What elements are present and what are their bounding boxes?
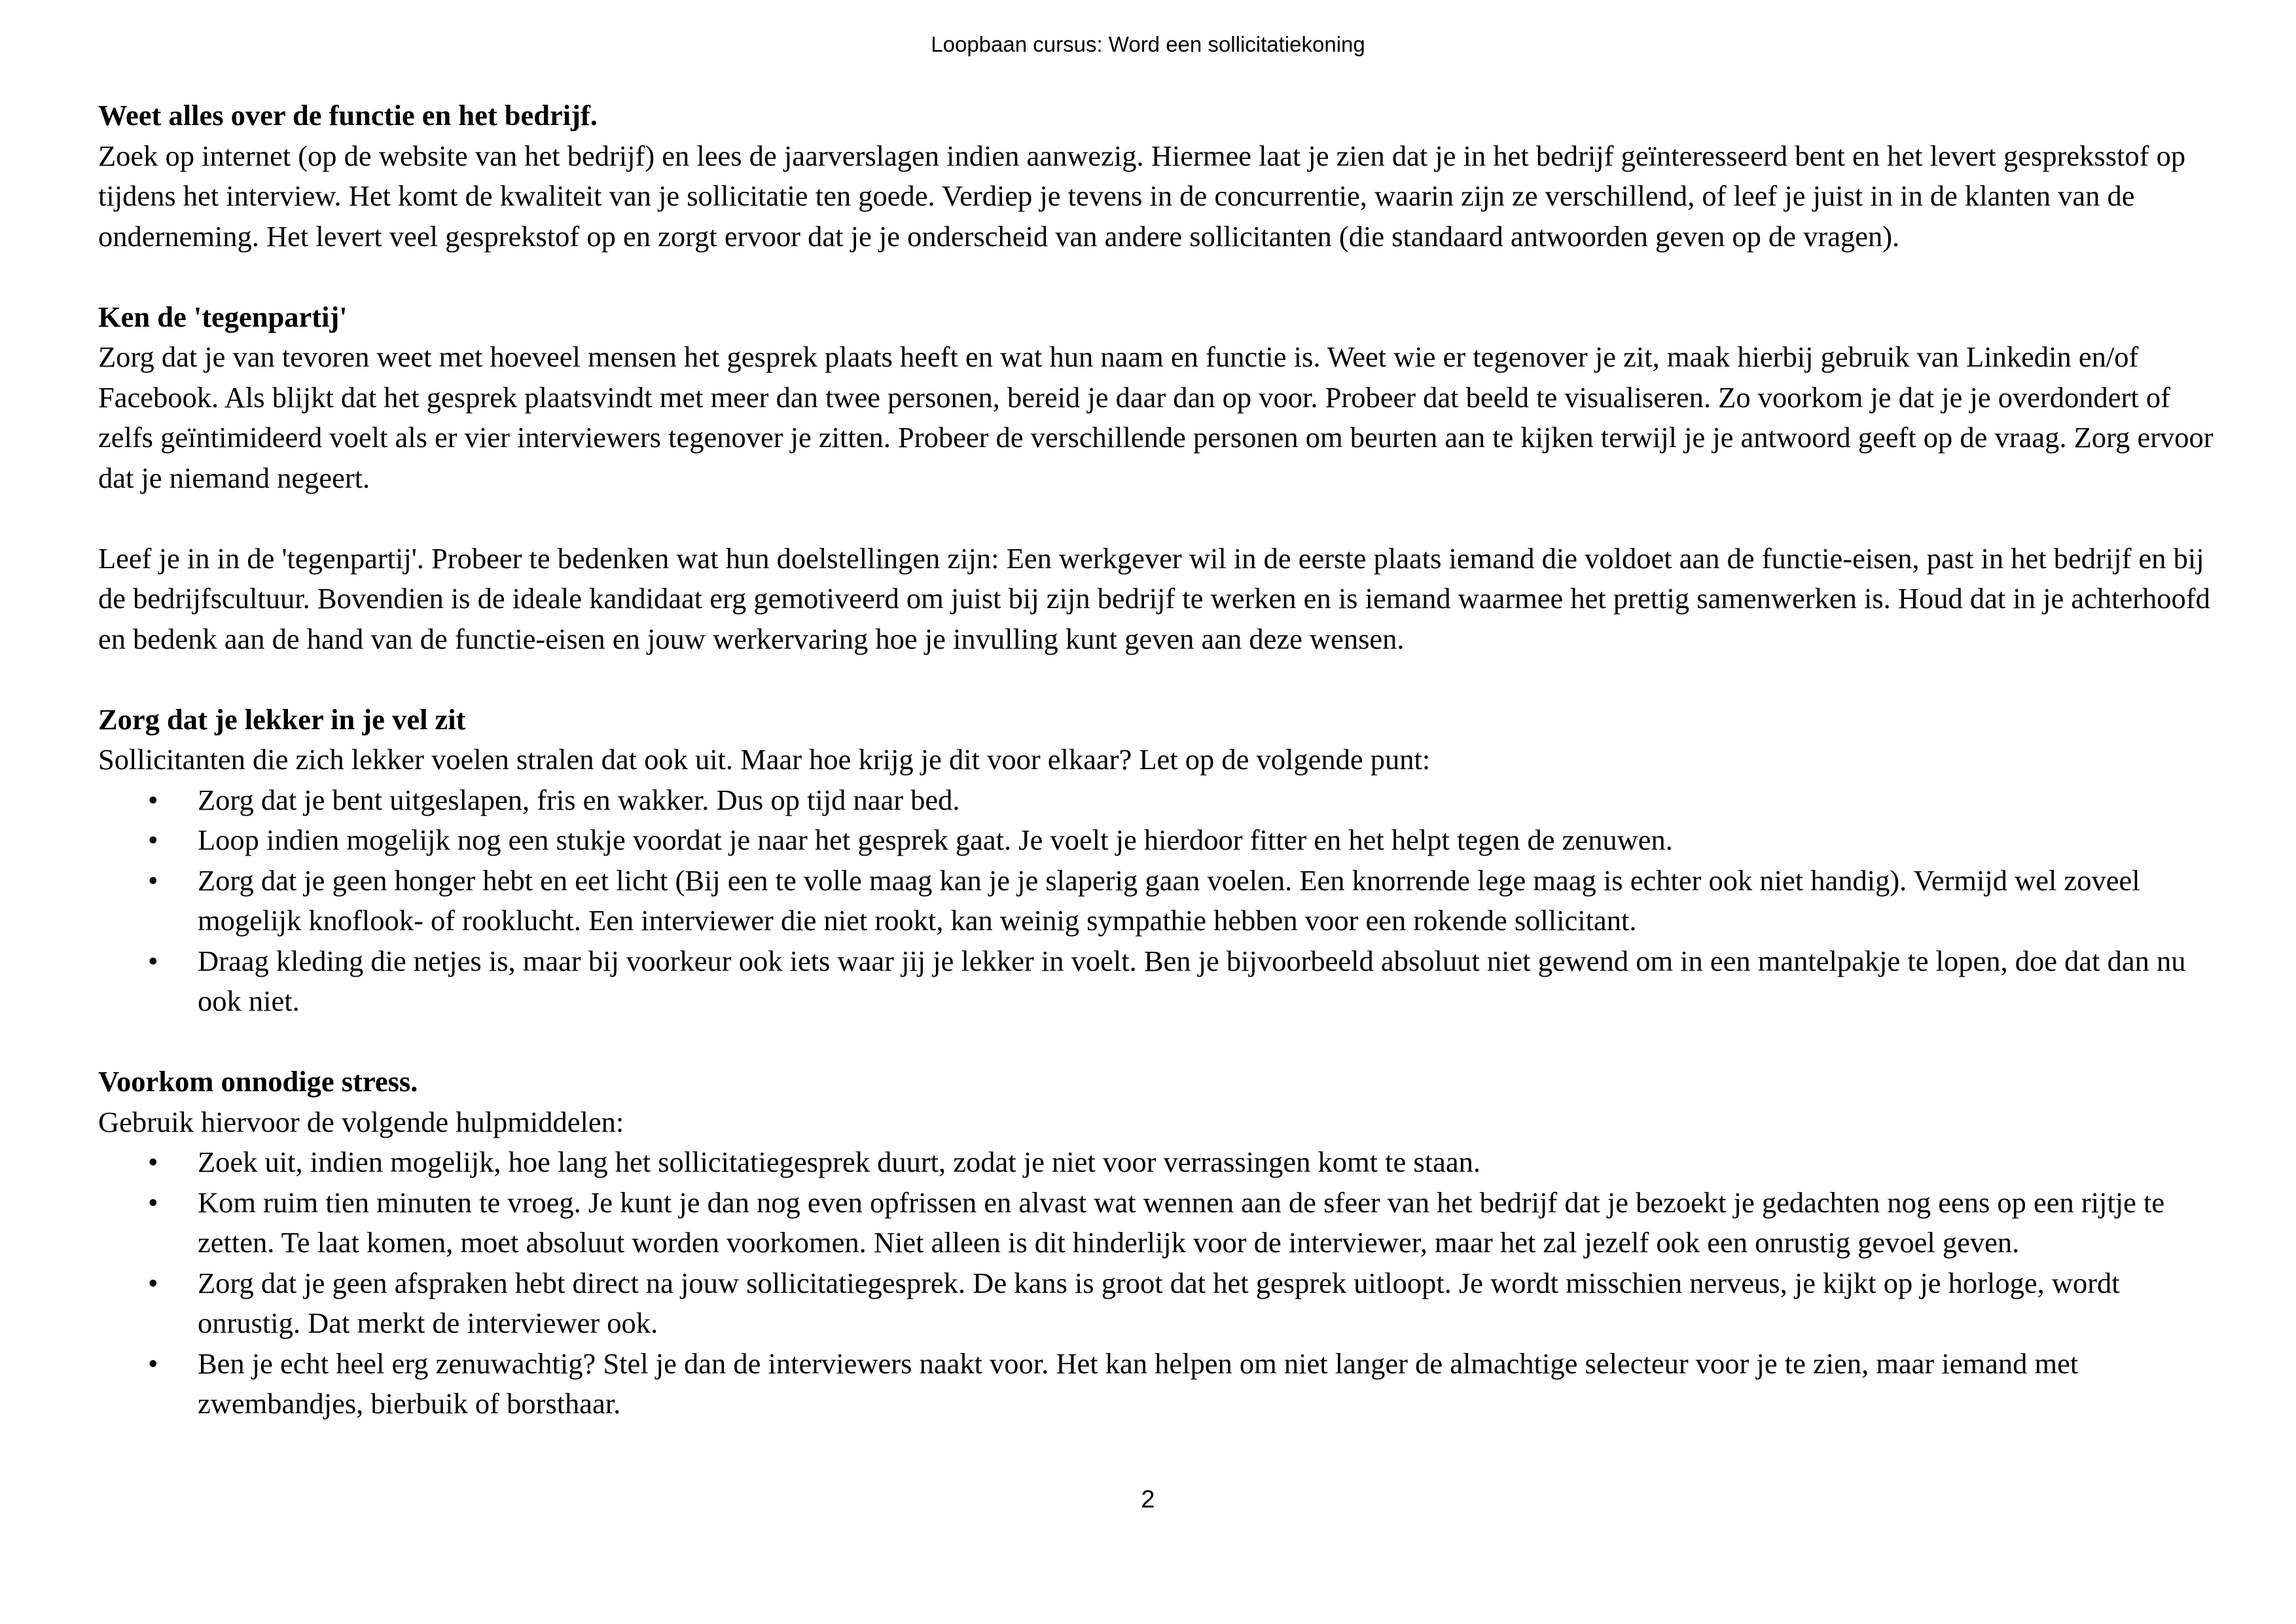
- section-tegenpartij: [98, 297, 2219, 499]
- bullet-icon: •: [148, 1346, 158, 1380]
- section-heading: Voorkom onnodige stress.: [98, 1065, 418, 1098]
- section-heading: Zorg dat je lekker in je vel zit: [98, 702, 466, 736]
- list-item: [98, 1142, 2219, 1183]
- bullet-list: [98, 780, 2219, 1022]
- bullet-icon: •: [148, 1146, 158, 1178]
- bullet-icon: •: [148, 1185, 158, 1219]
- bullet-icon: •: [148, 944, 158, 977]
- section-inleven-tegenpartij: [98, 539, 2219, 660]
- list-item: [98, 1183, 2219, 1263]
- list-item-text: Draag kleding die netjes is, maar bij voorkeur ook iets waar jij je lekker in voelt. Ben je bijvoorbeeld absoluut niet gewend om in een mantelpakje te lopen, doe dat dan nu ook niet.: [198, 944, 2186, 1017]
- list-item-text: Kom ruim tien minuten te vroeg. Je kunt je dan nog even opfrissen en alvast wat wennen aan de sfeer van het bedrijf dat je bezoekt je gedachten nog eens op een rijtje te zetten. Te laat komen, moet absoluut worden voorkomen. Niet alleen is dit hinderlijk voor de interviewer, maar het zal jezelf ook een onrustig gevoel geven.: [198, 1185, 2165, 1259]
- list-item-text: Zoek uit, indien mogelijk, hoe lang het sollicitatiegesprek duurt, zodat je niet voor verrassingen komt te staan.: [198, 1146, 1480, 1178]
- list-item-text: Loop indien mogelijk nog een stukje voordat je naar het gesprek gaat. Je voelt je hierdoor fitter en het helpt tegen de zenuwen.: [198, 823, 1673, 856]
- page-content: [98, 96, 2219, 1464]
- bullet-icon: •: [148, 823, 158, 856]
- list-item: [98, 1344, 2219, 1424]
- section-functie-bedrijf: [98, 96, 2219, 257]
- section-onnodige-stress: [98, 1062, 2219, 1424]
- paragraph: Zoek op internet (op de website van het bedrijf) en lees de jaarverslagen indien aanwezig. Hiermee laat je zien dat je in het bedrijf geïnteresseerd bent en het levert gespreksstof op tijdens het interview. Het komt de kwaliteit van je sollicitatie ten goede. Verdiep je tevens in de concurrentie, waarin zijn ze verschillend, of leef je juist in in de klanten van de onderneming. Het levert veel gesprekstof op en zorgt ervoor dat je je onderscheid van andere sollicitanten (die standaard antwoorden geven op de vragen).: [98, 139, 2186, 253]
- running-header: Loopbaan cursus: Word een sollicitatiekoning: [931, 32, 1365, 56]
- list-item: [98, 1263, 2219, 1344]
- bullet-icon: •: [148, 1266, 158, 1299]
- paragraph: Zorg dat je van tevoren weet met hoeveel mensen het gesprek plaats heeft en wat hun naam en functie is. Weet wie er tegenover je zit, maak hierbij gebruik van Linkedin en/of Facebook. Als blijkt dat het gesprek plaatsvindt met meer dan twee personen, bereid je daar dan op voor. Probeer dat beeld te visualiseren. Zo voorkom je dat je je overdondert of zelfs geïntimideerd voelt als er vier interviewers tegenover je zitten. Probeer de verschillende personen om beurten aan te kijken terwijl je je antwoord geeft op de vraag. Zorg ervoor dat je niemand negeert.: [98, 340, 2214, 494]
- section-intro: Gebruik hiervoor de volgende hulpmiddelen:: [98, 1105, 624, 1138]
- section-heading: Ken de 'tegenpartij': [98, 300, 348, 333]
- bullet-icon: •: [148, 863, 158, 897]
- list-item-text: Zorg dat je geen honger hebt en eet licht (Bij een te volle maag kan je je slaperig gaan voelen. Een knorrende lege maag is echter ook niet handig). Vermijd wel zoveel mogelijk knoflook- of rooklucht. Een interviewer die niet rookt, kan weinig sympathie hebben voor een rokende sollicitant.: [198, 863, 2140, 937]
- list-item: [98, 820, 2219, 861]
- bullet-icon: •: [148, 783, 158, 816]
- list-item-text: Ben je echt heel erg zenuwachtig? Stel je dan de interviewers naakt voor. Het kan helpen om niet langer de almachtige selecteur voor je te zien, maar iemand met zwembandjes, bierbuik of borsthaar.: [198, 1346, 2079, 1420]
- list-item: [98, 861, 2219, 941]
- page-number: 2: [1141, 1486, 1155, 1513]
- list-item: [98, 780, 2219, 821]
- section-heading: Weet alles over de functie en het bedrijf.: [98, 99, 598, 132]
- list-item-text: Zorg dat je bent uitgeslapen, fris en wakker. Dus op tijd naar bed.: [198, 783, 960, 816]
- paragraph: Leef je in in de 'tegenpartij'. Probeer te bedenken wat hun doelstellingen zijn: Een werkgever wil in de eerste plaats iemand die voldoet aan de functie-eisen, past in het bedrijf en bij de bedrijfscultuur. Bovendien is de ideale kandidaat erg gemotiveerd om juist bij zijn bedrijf te werken en is iemand waarmee het prettig samenwerken is. Houd dat in je achterhoofd en bedenk aan de hand van de functie-eisen en jouw werkervaring hoe je invulling kunt geven aan deze wensen.: [98, 541, 2210, 655]
- section-intro: Sollicitanten die zich lekker voelen stralen dat ook uit. Maar hoe krijg je dit voor elkaar? Let op de volgende punt:: [98, 743, 1431, 776]
- list-item: [98, 941, 2219, 1022]
- list-item-text: Zorg dat je geen afspraken hebt direct na jouw sollicitatiegesprek. De kans is groot dat het gesprek uitloopt. Je wordt misschien nerveus, je kijkt op je horloge, wordt onrustig. Dat merkt de interviewer ook.: [198, 1266, 2120, 1339]
- section-lekker-in-je-vel: [98, 700, 2219, 1022]
- bullet-list: [98, 1142, 2219, 1424]
